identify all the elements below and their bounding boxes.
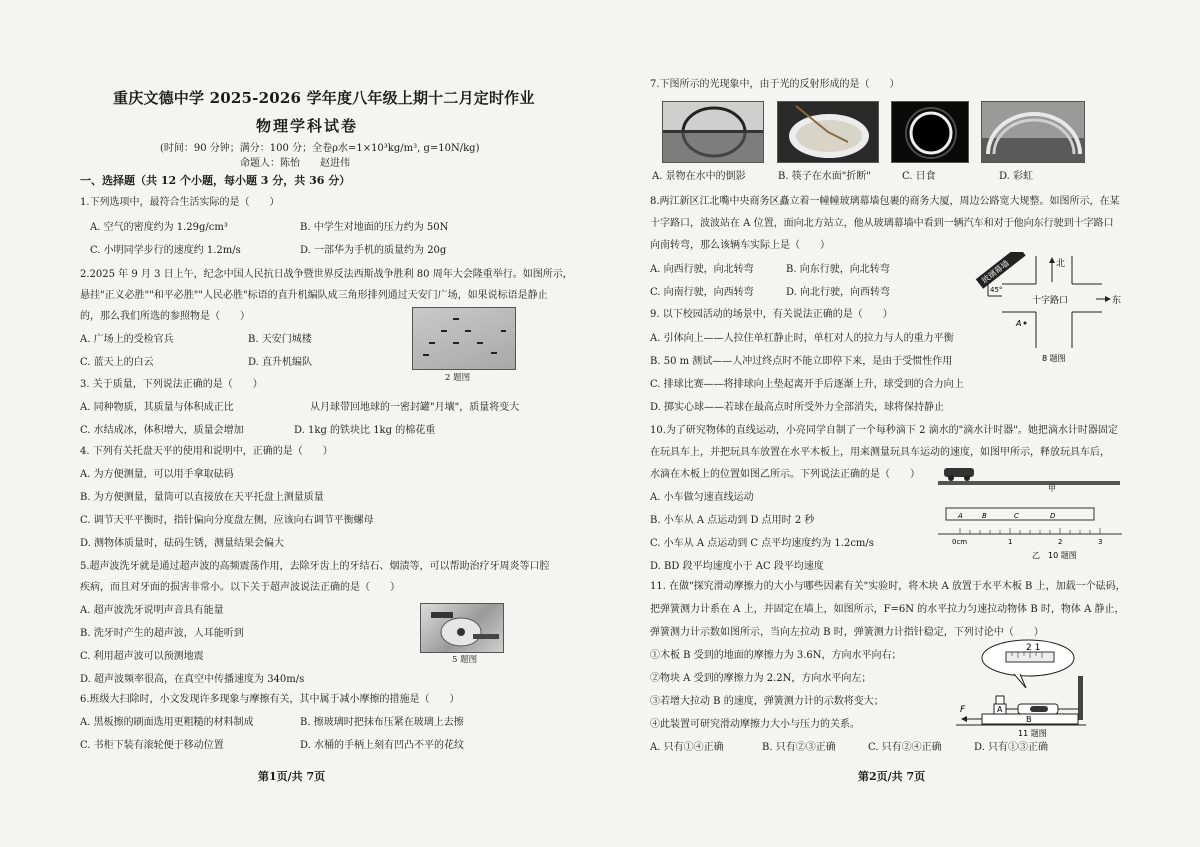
question-8-option-a: A. 向西行驶，向北转弯 (650, 264, 754, 275)
question-2-stem-line-2: 悬挂"正义必胜""和平必胜""人民必胜"标语的直升机编队成三角形排列通过天安门广场，如果说标语是静止 (80, 290, 548, 301)
question-11-option-d: D. 只有①③正确 (974, 742, 1049, 753)
question-10-option-b: B. 小车从 A 点运动到 D 点用时 2 秒 (650, 515, 815, 526)
question-2-caption: 2 题图 (445, 373, 471, 383)
crossroad-label: 十字路口 (1032, 296, 1069, 306)
ultrasonic-cleaning-photo (420, 603, 504, 653)
block-a-label: A (997, 705, 1003, 714)
question-3-option-d: D. 1kg 的铁块比 1kg 的棉花重 (294, 425, 436, 436)
rainbow-photo (981, 101, 1085, 163)
question-11-option-b: B. 只有②③正确 (762, 742, 836, 753)
question-1-stem: 1.下列选项中，最符合生活实际的是（ ） (80, 197, 280, 208)
ruler-label-1: 1 (1008, 538, 1013, 546)
question-10-option-a: A. 小车做匀速直线运动 (650, 492, 754, 503)
question-7-option-b: B. 筷子在水面"折断" (778, 171, 871, 182)
question-2-stem-line-3: 的，那么我们所选的参照物是（ ） (80, 311, 250, 322)
question-4-option-d: D. 测物体质量时，砝码生锈，测量结果会偏大 (80, 538, 285, 549)
question-11-stem-line-2: 把弹簧测力计系在 A 上，并固定在墙上，如图所示，F=6N 的水平拉力匀速拉动物体 B 时，物体 A 静止， (650, 604, 1125, 615)
question-11-option-a: A. 只有①④正确 (650, 742, 724, 753)
helicopter-formation-photo (412, 307, 516, 370)
question-2-option-b: B. 天安门城楼 (248, 334, 312, 345)
question-11-statement-4: ④此装置可研究滑动摩擦力大小与压力的关系。 (650, 719, 860, 730)
question-10-stem-line-2: 在玩具车上，并把玩具车放置在水平木板上，用来测量玩具车运动的速度，如图甲所示，释放玩具车后， (650, 447, 1110, 458)
question-11-caption: 11 题图 (1018, 729, 1047, 738)
point-d: D (1050, 512, 1056, 520)
question-2-stem-line-1: 2.2025 年 9 月 3 日上午，纪念中国人民抗日战争暨世界反法西斯战争胜利 80 周年大会隆重举行。如图所示， (80, 269, 573, 280)
chopsticks-water-photo (777, 101, 879, 163)
question-5-option-c: C. 利用超声波可以预测地震 (80, 651, 204, 662)
water-drop-ruler (938, 500, 1122, 564)
question-1-option-d: D. 一部华为手机的质量约为 20g (300, 245, 447, 256)
position-a-label: A (1016, 319, 1022, 328)
question-5-option-a: A. 超声波洗牙说明声音具有能量 (80, 605, 224, 616)
question-6-option-c: C. 书柜下装有滚轮便于移动位置 (80, 740, 224, 751)
toy-car-diagram (938, 462, 1122, 492)
question-8-stem-line-2: 十字路口，波波站在 A 位置，面向北方站立，他从玻璃幕墙中看到一辆汽车和对于他向东行驶到十字路口 (650, 218, 1114, 229)
question-8-option-d: D. 向北行驶，向西转弯 (786, 287, 891, 298)
exam-authors: 命题人：陈怡 赵进伟 (240, 158, 350, 169)
question-8-caption: 8 题图 (1042, 354, 1066, 363)
solar-eclipse-photo (891, 101, 969, 163)
question-10-option-c: C. 小车从 A 点运动到 C 点平均速度约为 1.2cm/s (650, 538, 874, 549)
page-1-footer: 第1页/共 7页 (258, 770, 326, 783)
section-heading: 一、选择题（共 12 个小题，每小题 3 分，共 36 分） (80, 174, 351, 187)
question-9-option-a: A. 引体向上——人拉住单杠静止时，单杠对人的拉力与人的重力平衡 (650, 333, 954, 344)
question-9-option-b: B. 50 m 测试——人冲过终点时不能立即停下来，是由于受惯性作用 (650, 356, 953, 367)
crossroad-diagram (972, 252, 1122, 368)
exam-subtitle: 物理学科试卷 (256, 117, 359, 135)
force-f-label: F (960, 705, 966, 715)
bridge-reflection-photo (662, 101, 764, 163)
page-2-footer: 第2页/共 7页 (858, 770, 926, 783)
question-7-stem: 7.下图所示的光现象中，由于光的反射形成的是（ ） (650, 79, 900, 90)
question-8-stem-line-1: 8.两江新区江北嘴中央商务区矗立着一幢幢玻璃幕墙包裹的商务大厦，周边公路宽大规整。如图所示，在某 (650, 196, 1120, 207)
point-c: C (1014, 512, 1019, 520)
question-3-option-b: 从月球带回地球的一密封罐"月壤"，质量将变大 (310, 402, 520, 413)
question-2-option-d: D. 直升机编队 (248, 357, 313, 368)
question-7-option-a: A. 景物在水中的倒影 (652, 171, 746, 182)
friction-experiment-diagram (956, 636, 1092, 738)
question-1-option-a: A. 空气的密度约为 1.29g/cm³ (90, 222, 228, 233)
question-5-option-b: B. 洗牙时产生的超声波，人耳能听到 (80, 628, 244, 639)
question-6-stem: 6.班级大扫除时，小文发现许多现象与摩擦有关，其中属于减小摩擦的措施是（ ） (80, 694, 460, 705)
label-jia: 甲 (1048, 484, 1056, 492)
question-6-option-b: B. 擦玻璃时把抹布压紧在玻璃上去擦 (300, 717, 464, 728)
north-label: 北 (1056, 259, 1066, 269)
question-11-option-c: C. 只有②④正确 (868, 742, 942, 753)
question-9-option-d: D. 掷实心球——若球在最高点时所受外力全部消失，球将保持静止 (650, 402, 945, 413)
angle-label: 45° (990, 286, 1003, 294)
question-8-option-c: C. 向南行驶，向西转弯 (650, 287, 754, 298)
question-7-option-c: C. 日食 (902, 171, 936, 182)
question-11-statement-3: ③若增大拉动 B 的速度，弹簧测力计的示数将变大； (650, 696, 884, 707)
question-9-stem: 9. 以下校园活动的场景中，有关说法正确的是（ ） (650, 309, 893, 320)
question-1-option-c: C. 小明同学步行的速度约 1.2m/s (90, 245, 241, 256)
board-b-label: B (1026, 715, 1032, 724)
ruler-label-3: 3 (1098, 538, 1103, 546)
question-5-stem-line-1: 5.超声波洗牙就是通过超声波的高频震荡作用，去除牙齿上的牙结石、烟渍等，可以帮助治疗牙周炎等口腔 (80, 561, 550, 572)
question-11-statement-1: ①木板 B 受到的地面的摩擦力为 3.6N，方向水平向右； (650, 650, 902, 661)
glass-wall-label: 玻璃幕墙 (980, 258, 1011, 286)
ruler-label-2: 2 (1058, 538, 1063, 546)
spring-scale-reading: 2 1 (1026, 643, 1041, 653)
question-10-option-d: D. BD 段平均速度小于 AC 段平均速度 (650, 561, 824, 572)
question-4-option-b: B. 为方便测量，量筒可以直接放在天平托盘上测量质量 (80, 492, 324, 503)
exam-title: 重庆文德中学 2025-2026 学年度八年级上期十二月定时作业 (113, 89, 535, 107)
east-label: 东 (1112, 296, 1122, 306)
question-5-option-d: D. 超声波频率很高，在真空中传播速度为 340m/s (80, 674, 305, 685)
question-7-option-d: D. 彩虹 (999, 171, 1034, 182)
question-5-caption: 5 题图 (452, 655, 478, 665)
question-2-option-c: C. 蓝天上的白云 (80, 357, 154, 368)
question-6-option-d: D. 水桶的手柄上刻有凹凸不平的花纹 (300, 740, 465, 751)
question-10-stem-line-1: 10.为了研究物体的直线运动，小亮同学自制了一个每秒滴下 2 滴水的"滴水计时器"。她把滴水计时器固定 (650, 425, 1118, 436)
question-2-option-a: A. 广场上的受检官兵 (80, 334, 174, 345)
point-b: B (982, 512, 987, 520)
question-3-stem: 3. 关于质量，下列说法正确的是（ ） (80, 379, 263, 390)
question-11-stem-line-3: 弹簧测力计示数如图所示，当向左拉动 B 时，弹簧测力计指针稳定，下列讨论中（ ） (650, 627, 1044, 638)
question-4-option-a: A. 为方便测量，可以用手拿取砝码 (80, 469, 234, 480)
exam-info: (时间：90 分钟；满分：100 分；全卷ρ水=1×10³kg/m³, g=10N/kg) (160, 143, 480, 154)
question-3-option-c: C. 水结成冰，体积增大，质量会增加 (80, 425, 244, 436)
question-6-option-a: A. 黑板擦的刷面选用更粗糙的材料制成 (80, 717, 254, 728)
question-4-stem: 4. 下列有关托盘天平的使用和说明中，正确的是（ ） (80, 446, 333, 457)
question-11-stem-line-1: 11. 在做"探究滑动摩擦力的大小与哪些因素有关"实验时，将木块 A 放置于水平木板 B 上，加载一个砝码， (650, 581, 1126, 592)
point-a: A (958, 512, 963, 520)
question-10-stem-line-3: 水滴在木板上的位置如图乙所示。下列说法正确的是（ ） (650, 469, 920, 480)
question-4-option-c: C. 调节天平平衡时，指针偏向分度盘左侧，应该向右调节平衡螺母 (80, 515, 374, 526)
question-1-option-b: B. 中学生对地面的压力约为 50N (300, 222, 449, 233)
question-8-option-b: B. 向东行驶，向北转弯 (786, 264, 890, 275)
question-5-stem-line-2: 疾病，而且对牙面的损害非常小。以下关于超声波说法正确的是（ ） (80, 582, 400, 593)
question-9-option-c: C. 排球比赛——将排球向上垫起离开手后逐渐上升，球受到的合力向上 (650, 379, 964, 390)
question-11-statement-2: ②物块 A 受到的摩擦力为 2.2N，方向水平向左； (650, 673, 872, 684)
ruler-label-0: 0cm (952, 538, 968, 546)
label-yi-caption: 乙 10 题图 (1032, 551, 1077, 560)
question-3-option-a: A. 同种物质，其质量与体积成正比 (80, 402, 234, 413)
question-8-stem-line-3: 向南转弯，那么该辆车实际上是（ ） (650, 240, 830, 251)
page-2 (600, 0, 1200, 847)
